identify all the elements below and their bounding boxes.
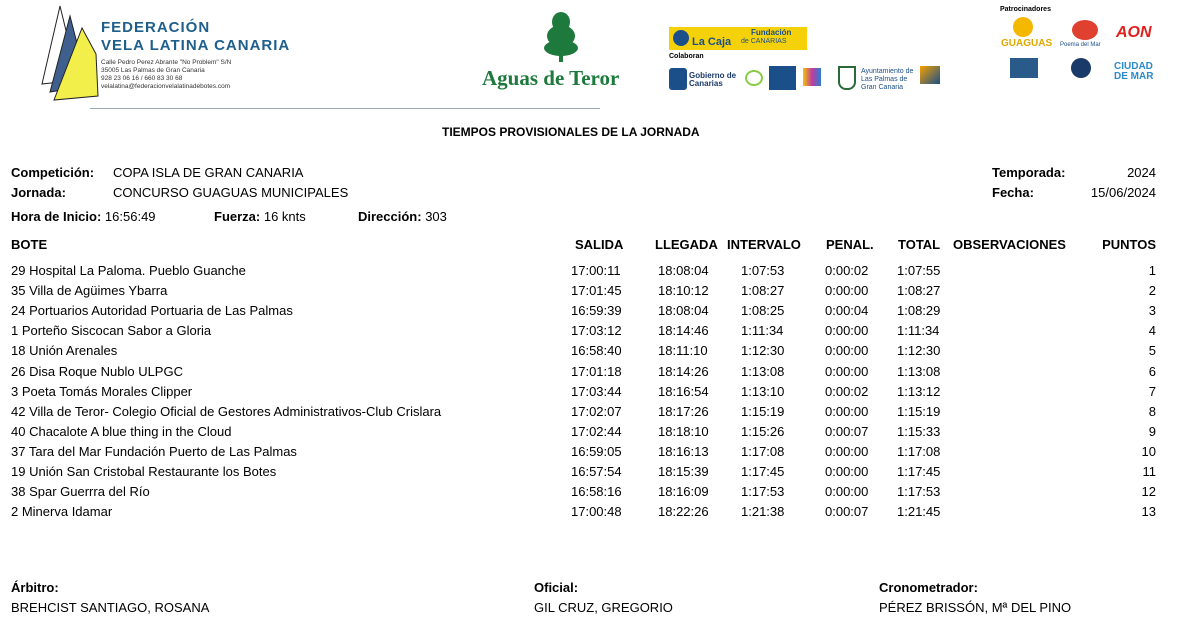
- address-line: Calle Pedro Perez Abrante "No Problem" S/N: [101, 59, 232, 66]
- guaguas-icon: [1013, 17, 1033, 37]
- cell-total: 1:07:55: [897, 263, 941, 278]
- table-row: [0, 283, 1181, 303]
- cell-salida: 17:01:45: [571, 283, 622, 299]
- cell-puntos: 6: [1148, 363, 1156, 379]
- cell-bote: 29 Hospital La Paloma. Pueblo Guanche: [11, 263, 246, 278]
- table-row: [0, 364, 1181, 384]
- cell-intervalo: 1:08:27: [741, 283, 785, 299]
- oficial-label: Oficial:: [534, 580, 579, 595]
- sail-icon: [30, 4, 100, 102]
- cell-puntos: 10: [1141, 443, 1156, 459]
- cell-penal: 0:00:00: [825, 484, 869, 500]
- table-row: [0, 424, 1181, 444]
- fuerza-value: 16 knts: [263, 209, 306, 224]
- puertos-logo: [1071, 58, 1091, 78]
- cell-llegada: 18:16:09: [658, 484, 709, 500]
- direccion-value: 303: [425, 209, 447, 224]
- poema-icon: [1072, 20, 1098, 40]
- cell-total: 1:12:30: [897, 343, 941, 359]
- cell-llegada: 18:11:10: [658, 343, 708, 359]
- oficial-value: GIL CRUZ, GREGORIO: [534, 600, 673, 615]
- cell-total: 1:11:34: [897, 323, 940, 339]
- address-line: velalatina@federacionvelalatinadebotes.com: [101, 83, 231, 90]
- cell-intervalo: 1:07:53: [741, 263, 785, 278]
- cell-puntos: 5: [1148, 343, 1156, 359]
- temporada-label: Temporada:: [992, 165, 1066, 180]
- cell-total: 1:13:12: [897, 383, 941, 399]
- canarias-text: de CANARIAS: [741, 38, 787, 45]
- cell-penal: 0:00:00: [825, 403, 869, 419]
- table-row: [0, 464, 1181, 484]
- cell-salida: 16:57:54: [571, 464, 622, 479]
- cell-llegada: 18:16:13: [658, 443, 709, 459]
- gobierno-shield-icon: [669, 68, 687, 90]
- cell-salida: 17:00:48: [571, 504, 622, 520]
- tree-icon: [542, 10, 580, 62]
- poema-logo: Poema del Mar: [1060, 42, 1101, 48]
- cell-penal: 0:00:07: [825, 423, 869, 439]
- federation-name-2: VELA LATINA CANARIA: [101, 37, 291, 54]
- cell-bote: 18 Unión Arenales: [11, 343, 118, 359]
- cell-puntos: 2: [1148, 283, 1156, 299]
- cell-bote: 40 Chacalote A blue thing in the Cloud: [11, 423, 232, 439]
- col-total: TOTAL: [898, 237, 941, 252]
- cell-llegada: 18:08:04: [658, 303, 709, 319]
- table-row: [0, 384, 1181, 404]
- cell-penal: 0:00:00: [825, 323, 869, 339]
- cell-intervalo: 1:17:45: [741, 464, 785, 479]
- federation-name-1: FEDERACIÓN: [101, 19, 211, 36]
- col-salida: SALIDA: [575, 237, 624, 252]
- cell-salida: 16:59:39: [571, 303, 622, 319]
- cell-total: 1:15:19: [897, 403, 941, 419]
- fundacion-logo: [1010, 58, 1038, 78]
- fuerza-label: Fuerza:: [214, 209, 261, 224]
- competicion-label: Competición:: [11, 165, 95, 180]
- cell-bote: 3 Poeta Tomás Morales Clipper: [11, 383, 193, 399]
- cell-salida: 17:01:18: [571, 363, 622, 379]
- cell-penal: 0:00:02: [825, 263, 869, 278]
- cell-llegada: 18:17:26: [658, 403, 709, 419]
- cell-puntos: 1: [1148, 263, 1156, 278]
- fecha-label: Fecha:: [992, 185, 1034, 200]
- table-header: [0, 237, 1181, 257]
- cell-total: 1:08:29: [897, 303, 941, 319]
- imd-logo: [920, 66, 940, 84]
- cell-salida: 16:58:16: [571, 484, 622, 500]
- la-caja-text: La Caja: [692, 36, 732, 48]
- cell-puntos: 7: [1148, 383, 1156, 399]
- cabildo-logo: [769, 66, 796, 90]
- cell-total: 1:08:27: [897, 283, 941, 299]
- cell-puntos: 4: [1148, 323, 1156, 339]
- cell-llegada: 18:14:46: [658, 323, 709, 339]
- cell-bote: 38 Spar Guerrra del Río: [11, 484, 150, 500]
- cell-salida: 17:03:44: [571, 383, 622, 399]
- cell-intervalo: 1:13:08: [741, 363, 785, 379]
- competicion-value: COPA ISLA DE GRAN CANARIA: [113, 165, 304, 180]
- cell-puntos: 8: [1148, 403, 1156, 419]
- cell-bote: 19 Unión San Cristobal Restaurante los Botes: [11, 464, 277, 479]
- cell-intervalo: 1:15:19: [741, 403, 785, 419]
- cell-llegada: 18:14:26: [658, 363, 709, 379]
- address-line: 35005 Las Palmas de Gran Canaria: [101, 67, 205, 74]
- aon-logo: AON: [1116, 24, 1152, 41]
- cell-llegada: 18:08:04: [658, 263, 709, 278]
- direccion: [358, 209, 447, 224]
- cell-intervalo: 1:12:30: [741, 343, 785, 359]
- gobierno-logo: Gobierno de Canarias: [689, 71, 737, 88]
- cell-llegada: 18:10:12: [658, 283, 709, 299]
- fecha-value: 15/06/2024: [1090, 185, 1156, 200]
- table-row: [0, 263, 1181, 283]
- cell-total: 1:15:33: [897, 423, 941, 439]
- guaguas-logo: GUAGUAS: [1001, 38, 1053, 49]
- cell-penal: 0:00:00: [825, 363, 869, 379]
- cell-bote: 26 Disa Roque Nublo ULPGC: [11, 363, 183, 379]
- cell-intervalo: 1:21:38: [741, 504, 785, 520]
- cell-salida: 16:59:05: [571, 443, 622, 459]
- aguas-de-teror-logo: Aguas de Teror: [482, 66, 620, 90]
- col-llegada: LLEGADA: [655, 237, 718, 252]
- patrocinadores-label: Patrocinadores: [1000, 6, 1051, 13]
- temporada-value: 2024: [1127, 165, 1156, 180]
- arbitro-value: BREHCIST SANTIAGO, ROSANA: [11, 600, 210, 615]
- table-row: [0, 404, 1181, 424]
- cell-intervalo: 1:17:08: [741, 443, 785, 459]
- cell-llegada: 18:16:54: [658, 383, 709, 399]
- cell-penal: 0:00:00: [825, 464, 869, 479]
- cell-penal: 0:00:00: [825, 343, 869, 359]
- ciudad-de-mar-logo: CIUDAD DE MAR: [1114, 61, 1154, 82]
- cell-penal: 0:00:04: [825, 303, 869, 319]
- cell-bote: 1 Porteño Siscocan Sabor a Gloria: [11, 323, 212, 339]
- colaboran-label: Colaboran: [669, 53, 704, 60]
- page-title: TIEMPOS PROVISIONALES DE LA JORNADA: [442, 125, 700, 139]
- hora-value: 16:56:49: [104, 209, 156, 224]
- cell-penal: 0:00:00: [825, 283, 869, 299]
- cell-total: 1:17:53: [897, 484, 941, 500]
- cell-salida: 17:02:44: [571, 423, 622, 439]
- cell-puntos: 11: [1142, 464, 1156, 479]
- cell-llegada: 18:15:39: [658, 464, 709, 479]
- cell-llegada: 18:18:10: [658, 423, 709, 439]
- cell-salida: 17:02:07: [571, 403, 622, 419]
- fundacion-text: Fundación: [751, 28, 792, 37]
- cell-bote: 24 Portuarios Autoridad Portuaria de Las Palmas: [11, 303, 293, 319]
- cell-puntos: 13: [1141, 504, 1156, 520]
- cell-puntos: 12: [1141, 484, 1156, 500]
- table-row: [0, 303, 1181, 323]
- cronometrador-value: PÉREZ BRISSÓN, Mª DEL PINO: [879, 600, 1072, 615]
- cell-salida: 17:00:11: [571, 263, 621, 278]
- table-row: [0, 444, 1181, 464]
- col-penal: PENAL.: [826, 237, 874, 252]
- cell-salida: 16:58:40: [571, 343, 622, 359]
- arbitro-label: Árbitro:: [11, 580, 59, 595]
- ayuntamiento-shield-icon: [838, 66, 856, 90]
- col-puntos: PUNTOS: [1102, 237, 1156, 252]
- cell-penal: 0:00:00: [825, 443, 869, 459]
- cell-intervalo: 1:08:25: [741, 303, 785, 319]
- hora-label: Hora de Inicio:: [11, 209, 102, 224]
- cell-intervalo: 1:15:26: [741, 423, 785, 439]
- id-logo: [803, 68, 821, 86]
- cell-bote: 35 Villa de Agüimes Ybarra: [11, 283, 168, 299]
- cell-total: 1:17:08: [897, 443, 941, 459]
- ayuntamiento-logo: Ayuntamiento de Las Palmas de Gran Canaria: [861, 68, 914, 91]
- address-line: 928 23 06 16 / 660 83 30 68: [101, 75, 183, 82]
- cell-intervalo: 1:17:53: [741, 484, 785, 500]
- jornada-value: CONCURSO GUAGUAS MUNICIPALES: [113, 185, 349, 200]
- cell-llegada: 18:22:26: [658, 504, 709, 520]
- cell-intervalo: 1:11:34: [741, 323, 784, 339]
- cell-total: 1:21:45: [897, 504, 941, 520]
- cell-bote: 2 Minerva Idamar: [11, 504, 113, 520]
- cell-penal: 0:00:07: [825, 504, 869, 520]
- cell-intervalo: 1:13:10: [741, 383, 785, 399]
- jornada-label: Jornada:: [11, 185, 66, 200]
- cell-puntos: 3: [1148, 303, 1156, 319]
- direccion-label: Dirección:: [358, 209, 422, 224]
- cronometrador-label: Cronometrador:: [879, 580, 978, 595]
- table-row: [0, 504, 1181, 524]
- cell-salida: 17:03:12: [571, 323, 622, 339]
- table-row: [0, 323, 1181, 343]
- la-caja-logo: [669, 27, 807, 50]
- cell-penal: 0:00:02: [825, 383, 869, 399]
- hora-inicio: [11, 209, 156, 224]
- table-row: [0, 343, 1181, 363]
- cell-puntos: 9: [1148, 423, 1156, 439]
- cell-total: 1:13:08: [897, 363, 941, 379]
- col-observaciones: OBSERVACIONES: [953, 237, 1066, 252]
- cell-bote: 37 Tara del Mar Fundación Puerto de Las Palmas: [11, 443, 297, 459]
- col-bote: BOTE: [11, 237, 48, 252]
- col-intervalo: INTERVALO: [727, 237, 801, 252]
- table-row: [0, 484, 1181, 504]
- cell-total: 1:17:45: [897, 464, 941, 479]
- fuerza: [214, 209, 306, 224]
- partner-logo: [745, 70, 763, 86]
- cell-bote: 42 Villa de Teror- Colegio Oficial de Gestores Administrativos-Club Crislara: [11, 403, 442, 419]
